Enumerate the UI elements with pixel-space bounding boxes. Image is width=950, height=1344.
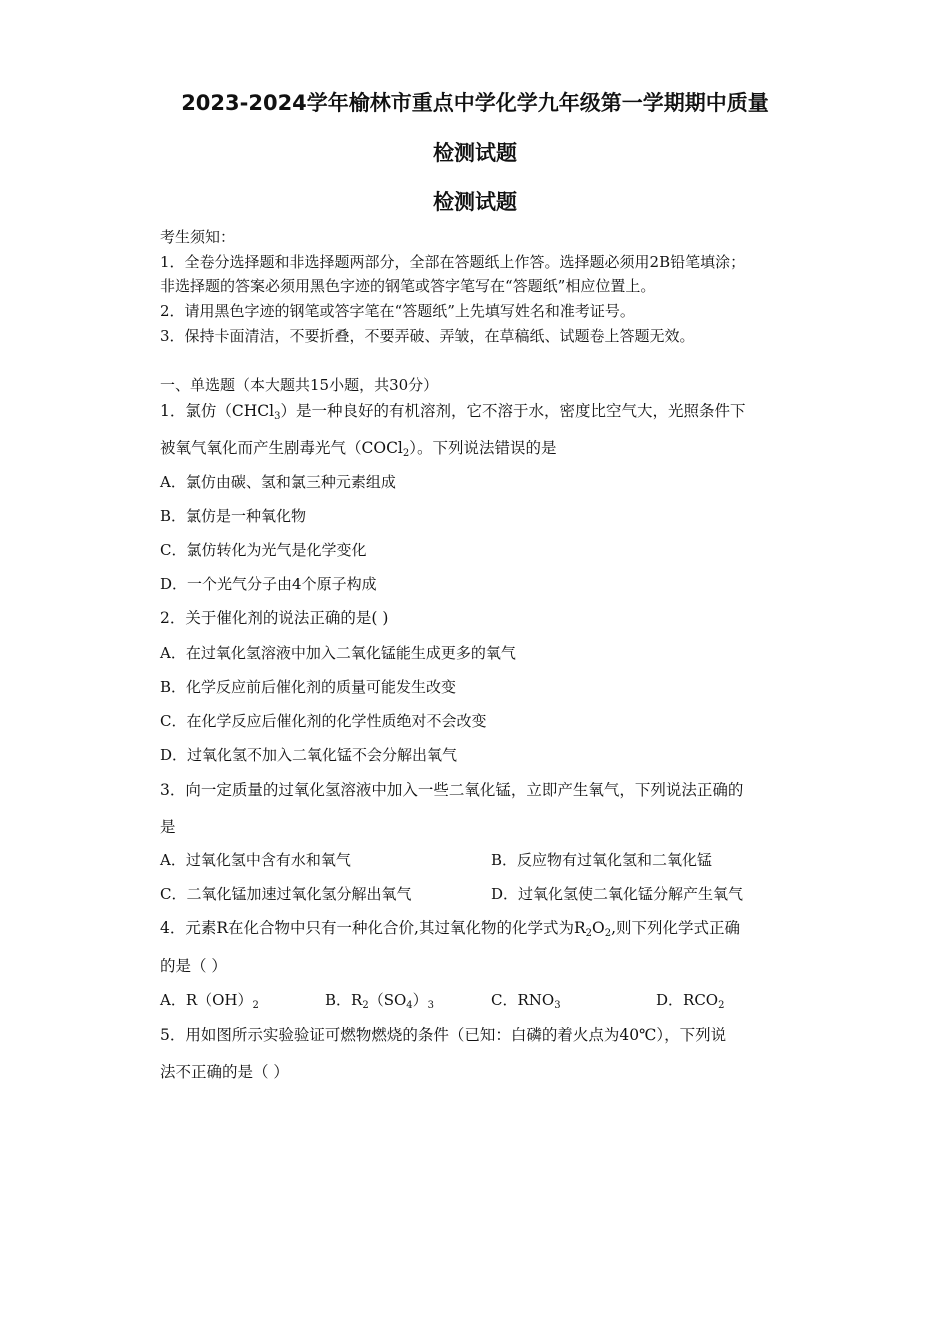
q3-stem-line1: 3．向一定质量的过氧化氢溶液中加入一些二氧化锰，立即产生氧气，下列说法正确的 [160,781,744,799]
q2-option-a: A．在过氧化氢溶液中加入二氧化锰能生成更多的氧气 [160,644,516,662]
notice-item-3: 3．保持卡面清洁，不要折叠，不要弄破、弄皱，在草稿纸、试题卷上答题无效。 [160,327,695,345]
q4-stem-line2: 的是（ ） [160,957,227,975]
q3-option-a: A．过氧化氢中含有水和氧气 [160,851,351,869]
q1-stem-line2: 被氧气氧化而产生剧毒光气（COCl$_2$）。下列说法错误的是 [160,439,557,459]
q2-option-c: C．在化学反应后催化剂的化学性质绝对不会改变 [160,712,487,730]
q2-option-d: D．过氧化氢不加入二氧化锰不会分解出氧气 [160,746,458,764]
q3-stem-line2: 是 [160,818,176,836]
q1-stem-line1: 1．氯仿（CHCl$_3$）是一种良好的有机溶剂，它不溶于水，密度比空气大，光照条件下 [160,402,746,422]
notice-item-1b: 非选择题的答案必须用黑色字迹的钢笔或答字笔写在“答题纸”相应位置上。 [160,277,656,295]
q3-option-d: D．过氧化氢使二氧化锰分解产生氧气 [491,885,744,903]
q4-option-a: A．$R(OH)_2$ [160,991,259,1011]
q5-stem-line1: 5．用如图所示实验验证可燃物燃烧的条件（已知：白磷的着火点为40℃），下列说 [160,1026,727,1044]
exam-title-line2: 检测试题 [433,141,517,165]
q3-option-b: B．反应物有过氧化氢和二氧化锰 [491,851,713,869]
q1-option-b: B．氯仿是一种氧化物 [160,507,307,525]
q4-option-d: D．$RCO_2$ [656,991,725,1011]
q4-stem-line1: 4．元素R在化合物中只有一种化合价,其过氧化物的化学式为$R_2O_2$,则下列化学式正确 [160,919,741,939]
q4-option-b: B．$R_2(SO_4)_3$ [325,991,435,1011]
exam-title-line1: 2023-2024学年榆林市重点中学化学九年级第一学期期中质量 [181,91,769,115]
q4-option-c: C．$RNO_3$ [491,991,561,1011]
notice-item-1a: 1．全卷分选择题和非选择题两部分，全部在答题纸上作答。选择题必须用2B铅笔填涂； [160,253,746,271]
section-heading: 一、单选题（本大题共15小题，共30分） [160,376,439,394]
q1-option-d: D．一个光气分子由4个原子构成 [160,575,377,593]
q2-stem: 2．关于催化剂的说法正确的是( ) [160,609,389,627]
q1-option-c: C．氯仿转化为光气是化学变化 [160,541,367,559]
notice-heading: 考生须知： [160,228,236,246]
q1-option-a: A．氯仿由碳、氢和氯三种元素组成 [160,473,396,491]
q3-option-c: C．二氧化锰加速过氧化氢分解出氧气 [160,885,412,903]
exam-title-line3: 检测试题 [433,190,517,214]
q2-option-b: B．化学反应前后催化剂的质量可能发生改变 [160,678,457,696]
q5-stem-line2: 法不正确的是（ ） [160,1063,289,1081]
notice-item-2: 2．请用黑色字迹的钢笔或答字笔在“答题纸”上先填写姓名和准考证号。 [160,302,635,320]
